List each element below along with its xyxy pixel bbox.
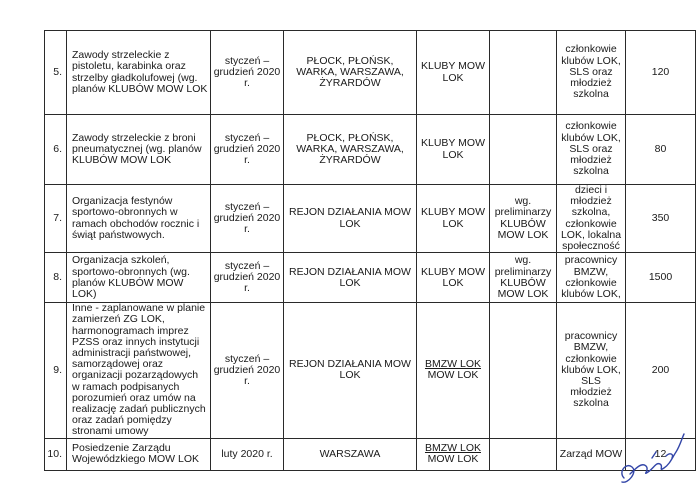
event-organizer: KLUBY MOW LOK <box>417 115 490 185</box>
event-term: styczeń – grudzień 2020 r. <box>211 31 284 115</box>
event-term: styczeń – grudzień 2020 r. <box>211 115 284 185</box>
event-organizer <box>417 438 490 470</box>
event-organizer: KLUBY MOW LOK <box>417 31 490 115</box>
event-place: PŁOCK, PŁOŃSK, WARKA, WARSZAWA, ŻYRARDÓW <box>284 31 417 115</box>
event-name: Zawody strzeleckie z broni pneumatycznej (wg. planów KLUBÓW MOW LOK <box>67 115 211 185</box>
organizer-primary: BMZW LOK <box>424 441 481 454</box>
event-name: Organizacja festynów sportowo-obronnych w ramach obchodów rocznic i świąt państwowych. <box>67 185 211 253</box>
handwritten-signature <box>612 412 690 494</box>
event-participants: członkowie klubów LOK, SLS oraz młodzież szkolna <box>557 31 626 115</box>
event-place: WARSZAWA <box>284 438 417 470</box>
row-number: 5. <box>45 31 67 115</box>
table-row <box>45 31 696 115</box>
event-term: styczeń – grudzień 2020 r. <box>211 185 284 253</box>
event-funding <box>490 115 557 185</box>
organizer-secondary: MOW LOK <box>427 369 479 382</box>
event-participants: członkowie klubów LOK, SLS oraz młodzież szkolna <box>557 115 626 185</box>
row-number: 7. <box>45 185 67 253</box>
table-row <box>45 185 696 253</box>
event-place: REJON DZIAŁANIA MOW LOK <box>284 185 417 253</box>
event-place: REJON DZIAŁANIA MOW LOK <box>284 253 417 303</box>
participant-count: 12 <box>626 438 696 470</box>
event-organizer: KLUBY MOW LOK <box>417 253 490 303</box>
event-name: Organizacja szkoleń, sportowo-obronnych (wg. planów KLUBÓW MOW LOK) <box>67 253 211 303</box>
participant-count: 80 <box>626 115 696 185</box>
signature-stroke <box>622 434 684 482</box>
event-organizer: KLUBY MOW LOK <box>417 185 490 253</box>
events-table <box>44 30 696 471</box>
event-term: styczeń – grudzień 2020 r. <box>211 253 284 303</box>
row-number: 10. <box>45 438 67 470</box>
table-row <box>45 253 696 303</box>
event-place: REJON DZIAŁANIA MOW LOK <box>284 303 417 438</box>
event-name: Inne - zaplanowane w planie zamierzeń ZG LOK, harmonogramach imprez PZSS oraz innych instytucji administracji państwowej, samorządowej oraz organizacji pozarządowych w ramach podpisanych porozumień oraz umów na realizację zadań publicznych oraz zadań pomiędzy stronami umowy <box>67 303 211 438</box>
organizer-primary: BMZW LOK <box>424 358 481 371</box>
event-participants: pracownicy BMZW, członkowie klubów LOK, <box>557 253 626 303</box>
event-funding <box>490 31 557 115</box>
participant-count: 350 <box>626 185 696 253</box>
event-funding <box>490 438 557 470</box>
table-row <box>45 438 696 470</box>
event-participants: pracownicy BMZW, członkowie klubów LOK, SLS młodzież szkolna <box>557 303 626 438</box>
participant-count: 200 <box>626 303 696 438</box>
table-row <box>45 115 696 185</box>
event-name: Zawody strzeleckie z pistoletu, karabinka oraz strzelby gładkolufowej (wg. planów KLUBÓW MOW LOK <box>67 31 211 115</box>
row-number: 6. <box>45 115 67 185</box>
event-participants: dzieci i młodzież szkolna, członkowie LOK, lokalna społeczność <box>557 185 626 253</box>
event-funding: wg. preliminarzy KLUBÓW MOW LOK <box>490 185 557 253</box>
table-row <box>45 303 696 438</box>
event-term: luty 2020 r. <box>211 438 284 470</box>
row-number: 9. <box>45 303 67 438</box>
event-term: styczeń – grudzień 2020 r. <box>211 303 284 438</box>
event-funding: wg. preliminarzy KLUBÓW MOW LOK <box>490 253 557 303</box>
event-participants: Zarząd MOW <box>557 438 626 470</box>
event-organizer <box>417 303 490 438</box>
event-funding <box>490 303 557 438</box>
event-place: PŁOCK, PŁOŃSK, WARKA, WARSZAWA, ŻYRARDÓW <box>284 115 417 185</box>
event-name: Posiedzenie Zarządu Wojewódzkiego MOW LOK <box>67 438 211 470</box>
participant-count: 1500 <box>626 253 696 303</box>
participant-count: 120 <box>626 31 696 115</box>
organizer-secondary: MOW LOK <box>427 453 479 466</box>
row-number: 8. <box>45 253 67 303</box>
